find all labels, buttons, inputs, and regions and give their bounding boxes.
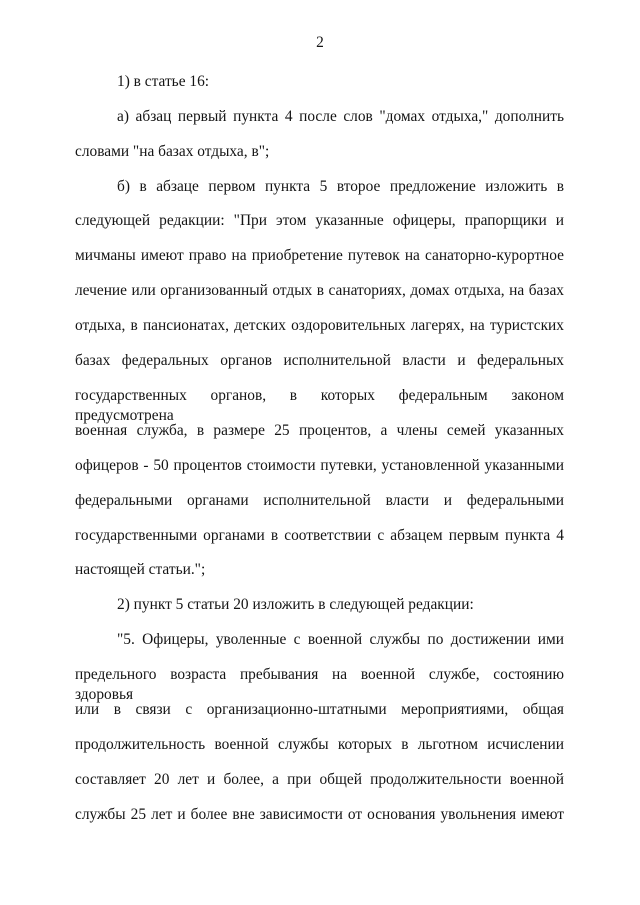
text-line: лечение или организованный отдых в санаториях, домах отдыха, на базах xyxy=(75,282,564,299)
text-line: государственных органов, в которых федеральным законом предусмотрена xyxy=(75,387,564,424)
page-number: 2 xyxy=(316,34,324,51)
text-line: федеральными органами исполнительной власти и федеральными xyxy=(75,492,564,509)
text-line: словами "на базах отдыха, в"; xyxy=(75,143,270,160)
text-line: базах федеральных органов исполнительной власти и федеральных xyxy=(75,352,564,369)
text-line: службы 25 лет и более вне зависимости от основания увольнения имеют xyxy=(75,806,564,823)
text-line: составляет 20 лет и более, а при общей продолжительности военной xyxy=(75,771,564,788)
text-line: отдыха, в пансионатах, детских оздоровительных лагерях, на туристских xyxy=(75,317,564,334)
text-line: государственными органами в соответствии с абзацем первым пункта 4 xyxy=(75,527,564,544)
text-line: мичманы имеют право на приобретение путевок на санаторно-курортное xyxy=(75,247,564,264)
text-line: б) в абзаце первом пункта 5 второе предложение изложить в xyxy=(117,178,564,195)
text-line: или в связи с организационно-штатными мероприятиями, общая xyxy=(75,701,564,718)
text-line: а) абзац первый пункта 4 после слов "домах отдыха," дополнить xyxy=(117,108,564,125)
text-line: 1) в статье 16: xyxy=(117,73,210,90)
text-line: военная служба, в размере 25 процентов, а члены семей указанных xyxy=(75,422,564,439)
text-line: настоящей статьи."; xyxy=(75,561,206,578)
text-line: 2) пункт 5 статьи 20 изложить в следующей редакции: xyxy=(117,596,474,613)
text-line: продолжительность военной службы которых в льготном исчислении xyxy=(75,736,564,753)
text-line: офицеров - 50 процентов стоимости путевки, установленной указанными xyxy=(75,457,564,474)
text-line: следующей редакции: "При этом указанные офицеры, прапорщики и xyxy=(75,212,564,229)
text-line: предельного возраста пребывания на военной службе, состоянию здоровья xyxy=(75,666,564,703)
text-line: "5. Офицеры, уволенные с военной службы по достижении ими xyxy=(117,631,564,648)
